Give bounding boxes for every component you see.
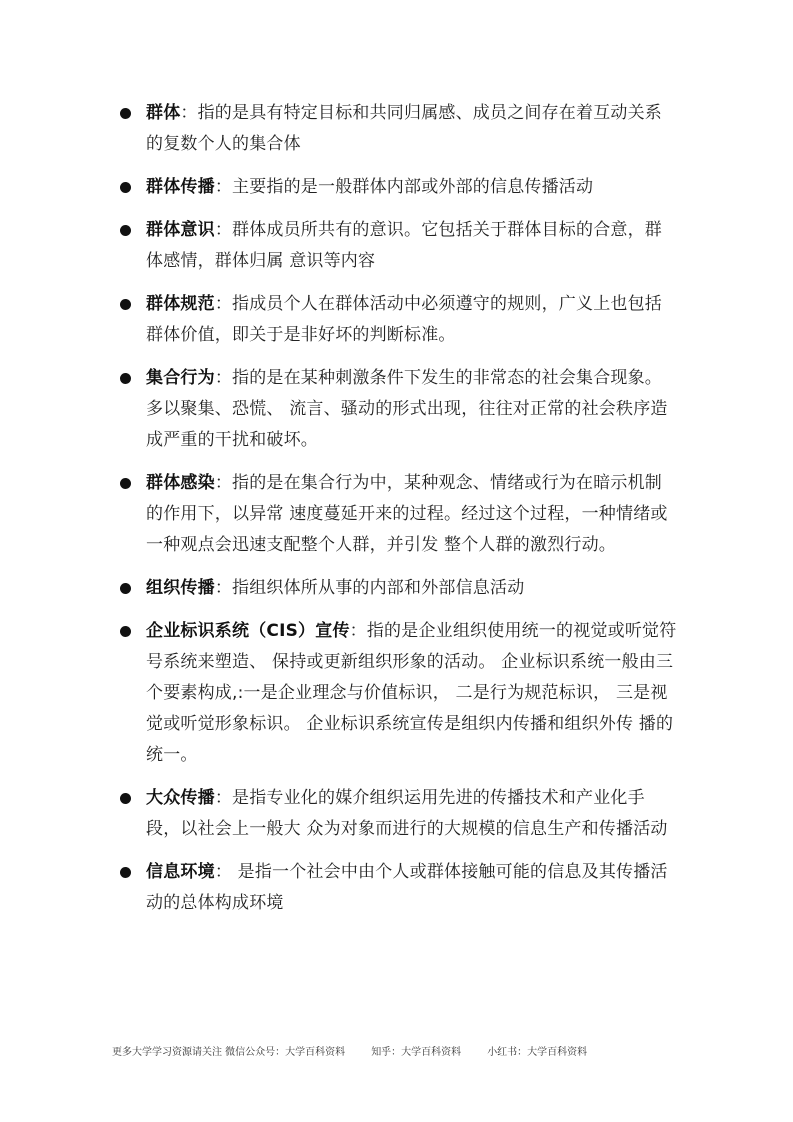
glossary-definition: ：指成员个人在群体活动中必须遵守的规则，广义上也包括群体价值，即关于是非好坏的判断标准。 [146, 294, 663, 345]
glossary-list [118, 98, 678, 919]
glossary-term: 企业标识系统（CIS）宣传 [146, 621, 350, 641]
glossary-entry [118, 573, 678, 604]
glossary-entry [118, 215, 678, 277]
footer-xiaohongshu-text: 小红书：大学百科资料 [487, 1047, 588, 1058]
page-footer [112, 1043, 587, 1058]
glossary-entry [118, 857, 678, 919]
glossary-definition: ：指组织体所从事的内部和外部信息活动 [214, 578, 525, 598]
footer-promo-text: 更多大学学习资源请关注 微信公众号：大学百科资料 [112, 1047, 346, 1058]
footer-zhihu-text: 知乎：大学百科资料 [371, 1047, 462, 1058]
glossary-definition: ：主要指的是一般群体内部或外部的信息传播活动 [214, 177, 594, 197]
bullet-icon [120, 867, 131, 878]
glossary-entry [118, 468, 678, 561]
bullet-icon [120, 793, 131, 804]
bullet-icon [120, 478, 131, 489]
bullet-icon [120, 182, 131, 193]
glossary-definition: ：指的是在集合行为中，某种观念、情绪或行为在暗示机制的作用下，以异常 速度蔓延开来的过程。经过这个过程，一种情绪或一种观点会迅速支配整个人群，并引发 整个人群的激烈行动。 [146, 473, 668, 555]
glossary-term: 群体 [146, 103, 181, 123]
glossary-term: 信息环境 [146, 862, 215, 882]
glossary-definition: ：群体成员所共有的意识。它包括关于群体目标的合意，群体感情，群体归属 意识等内容 [146, 220, 663, 271]
glossary-definition: ：指的是企业组织使用统一的视觉或听觉符号系统来塑造、 保持或更新组织形象的活动。 企业标识系统一般由三个要素构成,:一是企业理念与价值标识， 二是行为规范标识， 三是视觉或听觉形象标识。 企业标识系统宣传是组织内传播和组织外传 播的统一。 [146, 621, 677, 765]
bullet-icon [120, 225, 131, 236]
glossary-term: 群体感染 [146, 473, 215, 493]
glossary-definition: ：指的是在某种刺激条件下发生的非常态的社会集合现象。多以聚集、恐慌、 流言、骚动的形式出现，往往对正常的社会秩序造成严重的干扰和破坏。 [146, 368, 668, 450]
bullet-icon [120, 373, 131, 384]
glossary-term: 组织传播 [146, 578, 215, 598]
bullet-icon [120, 626, 131, 637]
bullet-icon [120, 583, 131, 594]
glossary-term: 大众传播 [146, 788, 215, 808]
glossary-entry [118, 363, 678, 456]
glossary-entry [118, 616, 678, 771]
glossary-term: 集合行为 [146, 368, 215, 388]
glossary-entry [118, 289, 678, 351]
bullet-icon [120, 299, 131, 310]
glossary-definition: ： 是指一个社会中由个人或群体接触可能的信息及其传播活动的总体构成环境 [146, 862, 668, 913]
bullet-icon [120, 108, 131, 119]
glossary-definition: ：是指专业化的媒介组织运用先进的传播技术和产业化手段，以社会上一般大 众为对象而进行的大规模的信息生产和传播活动 [146, 788, 668, 839]
glossary-entry [118, 98, 678, 160]
glossary-term: 群体规范 [146, 294, 215, 314]
glossary-entry [118, 172, 678, 203]
glossary-definition: ：指的是具有特定目标和共同归属感、成员之间存在着互动关系的复数个人的集合体 [146, 103, 663, 154]
glossary-term: 群体意识 [146, 220, 215, 240]
glossary-entry [118, 783, 678, 845]
glossary-term: 群体传播 [146, 177, 215, 197]
